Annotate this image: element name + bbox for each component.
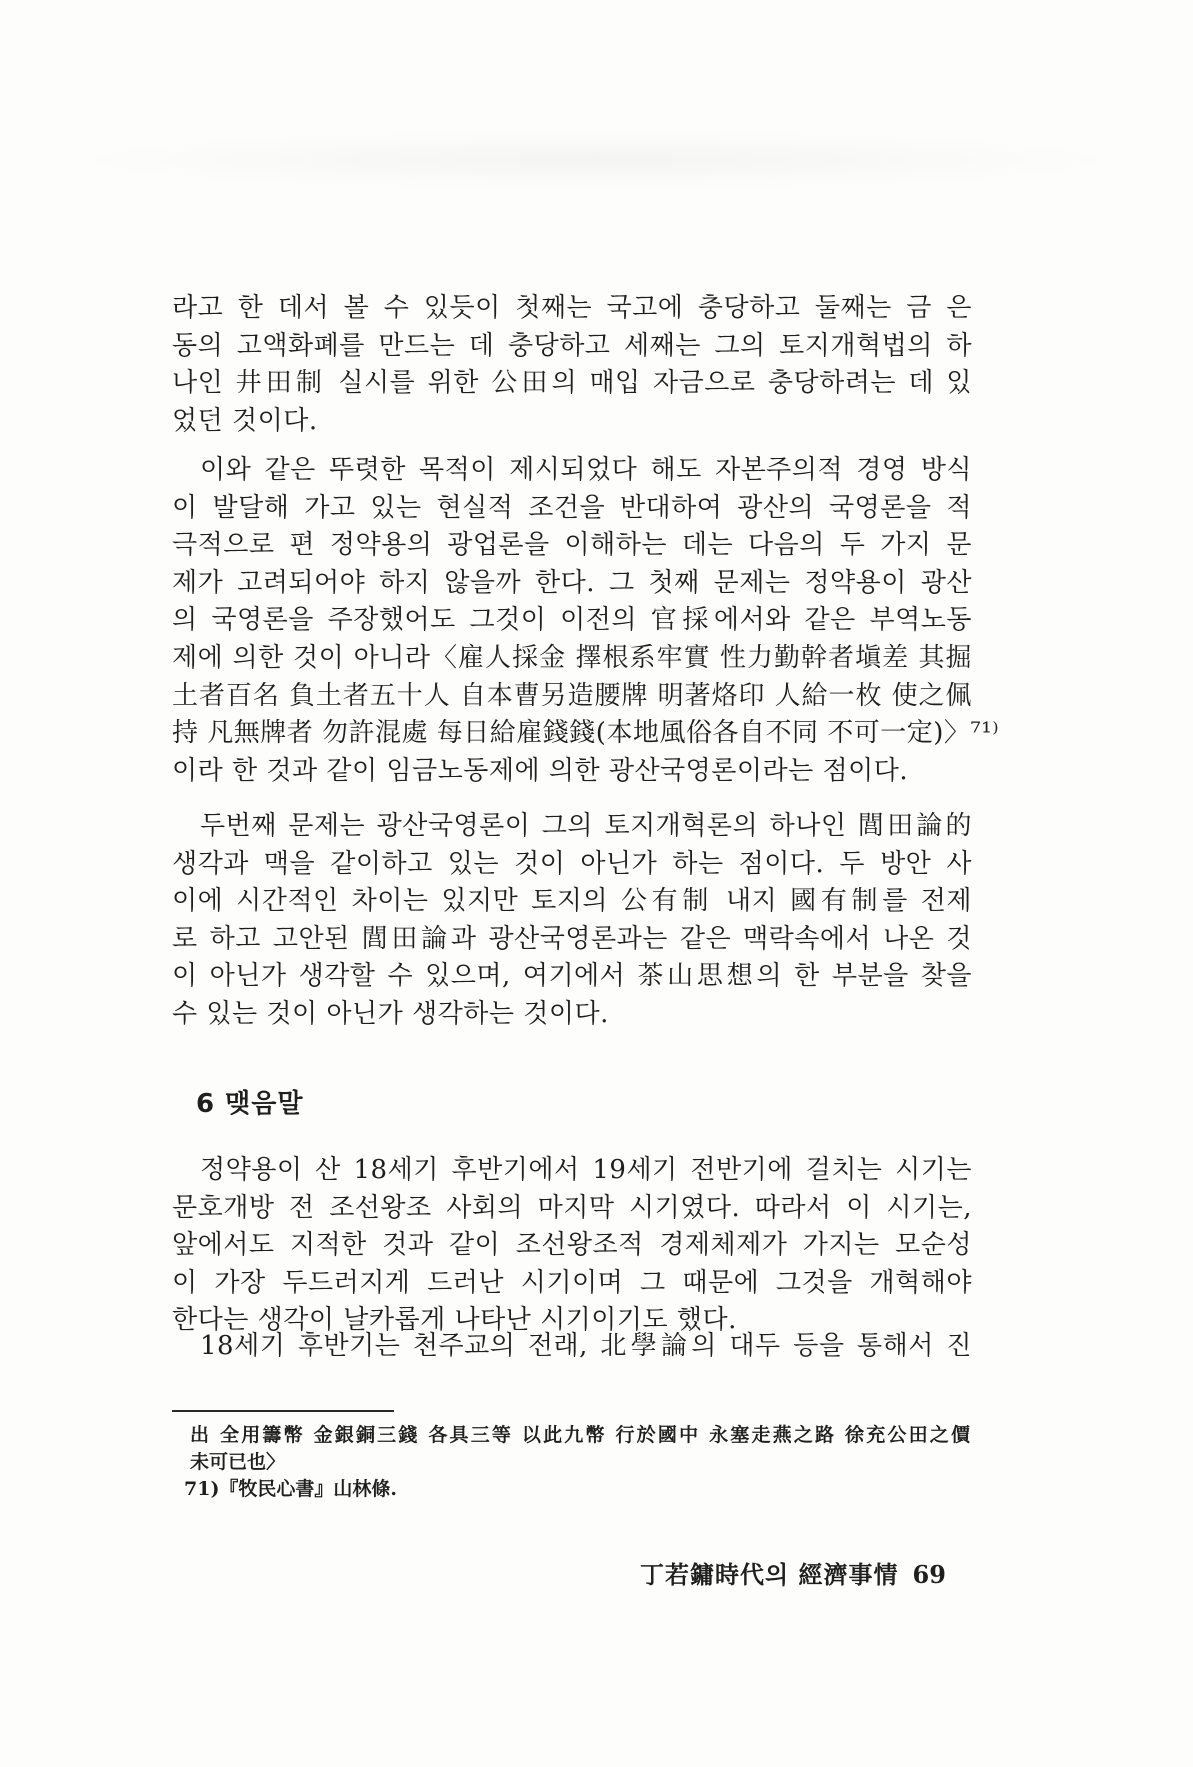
text-line: 이와 같은 뚜렷한 목적이 제시되었다 해도 자본주의적 경영 방식 (200, 455, 972, 485)
text-line: 앞에서도 지적한 것과 같이 조선왕조적 경제체제가 가지는 모순성 (172, 1230, 972, 1261)
paragraph-second-issue (172, 808, 972, 1034)
text-line: 제에 의한 것이 아니라〈雇人採金 擇根系牢實 性力勤幹者塡差 其掘 (172, 642, 972, 673)
text-line: 제가 고려되어야 하지 않을까 한다. 그 첫째 문제는 정약용이 광산 (172, 567, 972, 598)
running-footer (640, 1555, 970, 1590)
text-line: 의 국영론을 주장했어도 그것이 이전의 官採에서와 같은 부역노동 (172, 605, 972, 636)
paragraph-conclusion (172, 1152, 972, 1340)
page-number: 69 (912, 1560, 946, 1589)
text-line: 이 아닌가 생각할 수 있으며, 여기에서 茶山思想의 한 부분을 찾을 (172, 961, 972, 992)
footnote-71: 71)『牧民心書』山林條. (184, 1478, 398, 1500)
text-line: 土者百名 負土者五十人 自本曹另造腰牌 明著烙印 人給一枚 使之佩 (172, 680, 972, 711)
text-line: 었던 것이다. (172, 405, 318, 436)
text-line: 극적으로 편 정약용의 광업론을 이해하는 데는 다음의 두 가지 문 (172, 530, 972, 561)
running-footer-title: 丁若鏞時代의 經濟事情 (640, 1560, 899, 1589)
text-line: 한다는 생각이 날카롭게 나타난 시기이기도 했다. (172, 1305, 737, 1336)
text-line: 수 있는 것이 아닌가 생각하는 것이다. (172, 998, 609, 1029)
footnote-divider (172, 1410, 394, 1412)
text-line: 라고 한 데서 볼 수 있듯이 첫째는 국고에 충당하고 둘째는 금 은 (172, 293, 972, 323)
text-line: 이라 한 것과 같이 임금노동제에 의한 광산국영론이라는 점이다. (172, 755, 909, 786)
section-heading: 6 맺음말 (196, 1089, 304, 1119)
text-line: 이 가장 두드러지게 드러난 시기이며 그 때문에 그것을 개혁해야 (172, 1267, 972, 1298)
text-line: 이 발달해 가고 있는 현실적 조건을 반대하여 광산의 국영론을 적 (172, 492, 972, 523)
text-line: 동의 고액화폐를 만드는 데 충당하고 세째는 그의 토지개혁법의 하 (172, 330, 972, 361)
text-line: 나인 井田制 실시를 위한 公田의 매입 자금으로 충당하려는 데 있 (172, 368, 972, 399)
text-line: 정약용이 산 18세기 후반기에서 19세기 전반기에 걸치는 시기는 (200, 1155, 972, 1185)
text-line: 생각과 맥을 같이하고 있는 것이 아닌가 하는 점이다. 두 방안 사 (172, 848, 972, 879)
paragraph-mining-theory (172, 452, 1000, 790)
paragraph-18th-century (172, 1328, 972, 1366)
text-line: 두번째 문제는 광산국영론이 그의 토지개혁론의 하나인 閭田論的 (200, 811, 972, 841)
paragraph-continuation (172, 290, 972, 440)
text-line: 문호개방 전 조선왕조 사회의 마지막 시기였다. 따라서 이 시기는, (172, 1192, 972, 1223)
footnote-line: 未可已也〉 (190, 1451, 286, 1473)
footnote-continuation (190, 1422, 980, 1476)
text-line: 로 하고 고안된 閭田論과 광산국영론과는 같은 맥락속에서 나온 것 (172, 923, 972, 954)
text-line: 18세기 후반기는 천주교의 전래, 北學論의 대두 등을 통해서 진 (200, 1331, 972, 1361)
footnote-line: 出 全用籌幣 金銀銅三錢 各具三等 以此九幣 行於國中 永塞走燕之路 徐充公田之價 (190, 1424, 970, 1446)
text-line: 持 凡無牌者 勿許混處 每日給雇錢錢(本地風俗各自不同 不可一定)〉⁷¹⁾ (172, 718, 1000, 749)
scan-shadow (60, 130, 1130, 190)
text-line: 이에 시간적인 차이는 있지만 토지의 公有制 내지 國有制를 전제 (172, 886, 972, 917)
